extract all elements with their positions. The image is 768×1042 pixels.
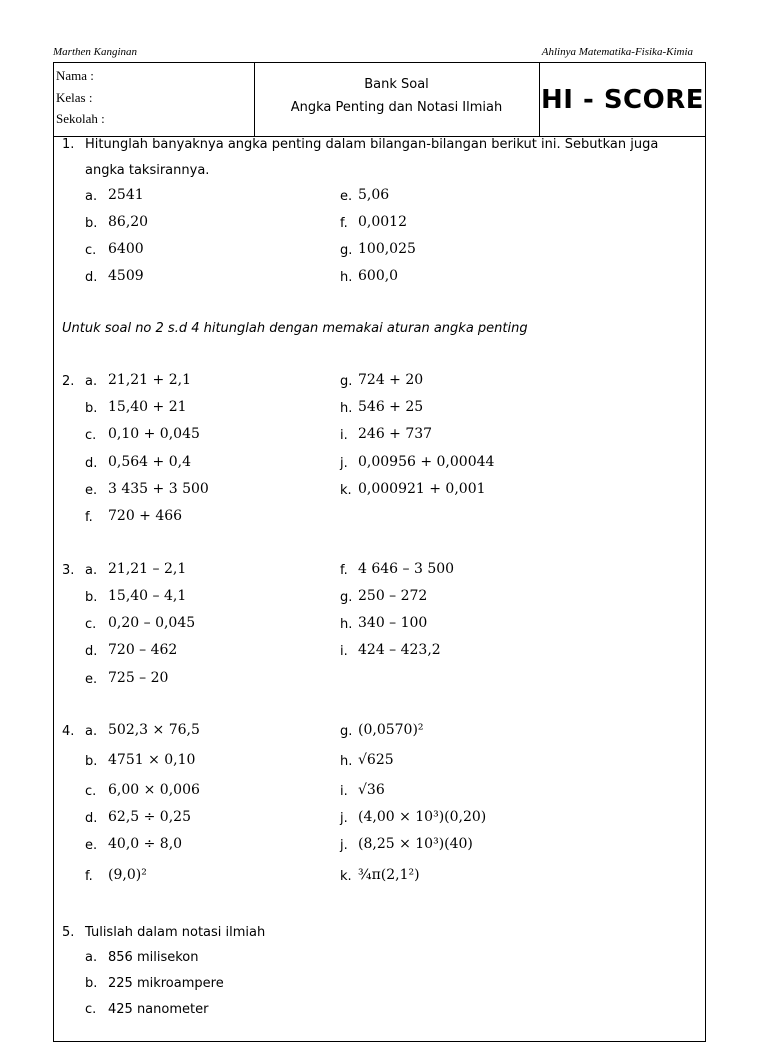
q1-item-label: c. bbox=[85, 243, 97, 258]
q1-item-label: b. bbox=[85, 216, 98, 231]
q1-item-label: h. bbox=[340, 270, 353, 285]
q3-item-label: d. bbox=[85, 644, 98, 659]
q4-item-value: 6,00 × 0,006 bbox=[108, 782, 200, 798]
q4-item-label: c. bbox=[85, 784, 97, 799]
q4-item-value: (9,0)² bbox=[108, 867, 147, 883]
q2-item-value: 0,000921 + 0,001 bbox=[358, 481, 486, 497]
q4-item-label: g. bbox=[340, 724, 353, 739]
q2-item-label: g. bbox=[340, 374, 353, 389]
q3-item-label: h. bbox=[340, 617, 353, 632]
q2-number: 2. bbox=[62, 374, 75, 389]
title-line-2: Angka Penting dan Notasi Ilmiah bbox=[290, 100, 503, 115]
q2-item-label: b. bbox=[85, 401, 98, 416]
q4-item-value: √36 bbox=[358, 782, 385, 798]
title-line-1: Bank Soal bbox=[364, 77, 429, 92]
q4-number: 4. bbox=[62, 724, 75, 739]
q2-item-label: c. bbox=[85, 428, 97, 443]
q3-item-label: e. bbox=[85, 672, 98, 687]
q3-number: 3. bbox=[62, 563, 75, 578]
sekolah-field: Sekolah : bbox=[56, 111, 105, 126]
q4-item-value: 4751 × 0,10 bbox=[108, 752, 196, 768]
q3-item-value: 4 646 – 3 500 bbox=[358, 561, 455, 577]
q1-number: 1. bbox=[62, 137, 75, 152]
q4-item-label: h. bbox=[340, 754, 353, 769]
nama-field: Nama : bbox=[56, 68, 94, 83]
q4-item-label: b. bbox=[85, 754, 98, 769]
q2-item-label: i. bbox=[340, 428, 348, 443]
q4-item-label: e. bbox=[85, 838, 98, 853]
q2-item-value: 720 + 466 bbox=[108, 508, 183, 524]
q1-item-value: 5,06 bbox=[358, 187, 390, 203]
q5-item-label: c. bbox=[85, 1002, 97, 1017]
q4-item-label: f. bbox=[85, 869, 93, 884]
q2-item-value: 0,00956 + 0,00044 bbox=[358, 454, 495, 470]
q4-item-value: 40,0 ÷ 8,0 bbox=[108, 836, 183, 852]
q2-item-label: f. bbox=[85, 510, 93, 525]
q1-item-label: a. bbox=[85, 189, 98, 204]
q5-item-value: 225 mikroampere bbox=[108, 976, 224, 991]
q2-item-value: 21,21 + 2,1 bbox=[108, 372, 191, 388]
q4-item-value: (0,0570)² bbox=[358, 722, 424, 738]
q1-item-value: 2541 bbox=[108, 187, 144, 203]
q2-item-label: a. bbox=[85, 374, 98, 389]
q2-item-value: 724 + 20 bbox=[358, 372, 424, 388]
q4-item-value: 62,5 ÷ 0,25 bbox=[108, 809, 191, 825]
q5-number: 5. bbox=[62, 925, 75, 940]
q3-item-value: 340 – 100 bbox=[358, 615, 428, 631]
q3-item-value: 21,21 – 2,1 bbox=[108, 561, 187, 577]
q2-item-value: 246 + 737 bbox=[358, 426, 433, 442]
q3-item-label: c. bbox=[85, 617, 97, 632]
q2-item-label: j. bbox=[340, 456, 348, 471]
q4-item-label: j. bbox=[340, 838, 348, 853]
q4-item-value: ¾π(2,1²) bbox=[358, 867, 420, 883]
q5-item-label: a. bbox=[85, 950, 98, 965]
q4-item-value: (8,25 × 10³)(40) bbox=[358, 836, 473, 852]
student-info bbox=[54, 63, 255, 136]
q2-item-label: e. bbox=[85, 483, 98, 498]
q3-item-value: 250 – 272 bbox=[358, 588, 428, 604]
q3-item-value: 424 – 423,2 bbox=[358, 642, 441, 658]
q2-item-label: h. bbox=[340, 401, 353, 416]
q2-item-value: 3 435 + 3 500 bbox=[108, 481, 209, 497]
q4-item-label: i. bbox=[340, 784, 348, 799]
q1-text-line2: angka taksirannya. bbox=[85, 163, 210, 178]
q2-item-label: k. bbox=[340, 483, 352, 498]
q5-item-value: 425 nanometer bbox=[108, 1002, 209, 1017]
q3-item-value: 0,20 – 0,045 bbox=[108, 615, 196, 631]
q4-item-label: d. bbox=[85, 811, 98, 826]
q1-item-label: f. bbox=[340, 216, 348, 231]
q2-item-value: 0,564 + 0,4 bbox=[108, 454, 191, 470]
q2-item-value: 546 + 25 bbox=[358, 399, 424, 415]
q3-item-value: 725 – 20 bbox=[108, 670, 169, 686]
q3-item-value: 720 – 462 bbox=[108, 642, 178, 658]
q4-item-value: √625 bbox=[358, 752, 394, 768]
q1-item-value: 86,20 bbox=[108, 214, 149, 230]
q1-item-label: e. bbox=[340, 189, 353, 204]
tagline: Ahlinya Matematika-Fisika-Kimia bbox=[541, 46, 693, 58]
brand-logo: HI - SCORE bbox=[540, 84, 705, 115]
q1-item-value: 600,0 bbox=[358, 268, 399, 284]
q5-text: Tulislah dalam notasi ilmiah bbox=[85, 925, 266, 940]
q3-item-label: a. bbox=[85, 563, 98, 578]
q5-item-label: b. bbox=[85, 976, 98, 991]
instruction-text: Untuk soal no 2 s.d 4 hitunglah dengan memakai aturan angka penting bbox=[62, 321, 528, 336]
q4-item-label: k. bbox=[340, 869, 352, 884]
q1-item-label: g. bbox=[340, 243, 353, 258]
q3-item-label: b. bbox=[85, 590, 98, 605]
q3-item-label: f. bbox=[340, 563, 348, 578]
q1-text-line1: Hitunglah banyaknya angka penting dalam bilangan-bilangan berikut ini. Sebutkan juga bbox=[85, 137, 659, 152]
q5-item-value: 856 milisekon bbox=[108, 950, 199, 965]
q4-item-value: 502,3 × 76,5 bbox=[108, 722, 200, 738]
q3-item-value: 15,40 – 4,1 bbox=[108, 588, 187, 604]
q2-item-label: d. bbox=[85, 456, 98, 471]
q1-item-value: 4509 bbox=[108, 268, 144, 284]
q1-item-label: d. bbox=[85, 270, 98, 285]
q4-item-label: j. bbox=[340, 811, 348, 826]
worksheet-frame bbox=[53, 62, 706, 1042]
q1-item-value: 6400 bbox=[108, 241, 144, 257]
title-box bbox=[254, 63, 540, 136]
q3-item-label: g. bbox=[340, 590, 353, 605]
q1-item-value: 100,025 bbox=[358, 241, 416, 257]
q1-item-value: 0,0012 bbox=[358, 214, 407, 230]
title-block bbox=[54, 63, 705, 137]
q4-item-label: a. bbox=[85, 724, 98, 739]
q3-item-label: i. bbox=[340, 644, 348, 659]
kelas-field: Kelas : bbox=[56, 90, 93, 105]
q2-item-value: 15,40 + 21 bbox=[108, 399, 187, 415]
q2-item-value: 0,10 + 0,045 bbox=[108, 426, 200, 442]
author-name: Marthen Kanginan bbox=[53, 46, 138, 58]
q4-item-value: (4,00 × 10³)(0,20) bbox=[358, 809, 487, 825]
